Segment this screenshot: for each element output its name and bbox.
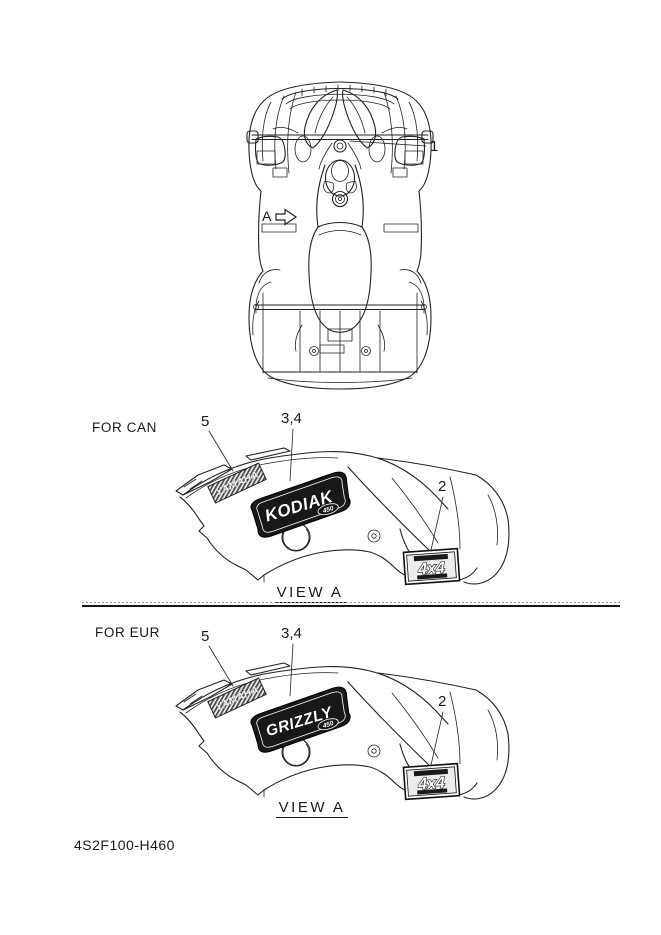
callout-2-can: 2 — [438, 478, 447, 495]
callout-1: 1 — [430, 138, 439, 155]
figure-side-view-can — [80, 405, 520, 612]
parts-diagram-page: YAMAHA 450 4x4 A 1 FOR CAN KODIAK 5 3,4 2 VIEW A FOR EUR GRIZZLY 5 3,4 2 VIEW A 4S2F100-H460 — [0, 0, 661, 935]
figure-side-view-eur — [80, 620, 520, 827]
callout-5-eur: 5 — [201, 628, 210, 645]
model-decal-can: KODIAK — [262, 486, 336, 526]
callout-5-can: 5 — [201, 413, 210, 430]
callout-34-eur: 3,4 — [281, 625, 302, 642]
view-label-eur: VIEW A — [270, 799, 354, 818]
callout-2-eur: 2 — [438, 693, 447, 710]
region-label-eur: FOR EUR — [95, 625, 160, 640]
region-label-can: FOR CAN — [92, 420, 157, 435]
view-direction-arrow-icon — [276, 210, 296, 225]
view-label-can: VIEW A — [268, 584, 352, 603]
view-direction-label: A — [262, 208, 272, 224]
figure-top-view-atv — [235, 75, 460, 390]
document-code: 4S2F100-H460 — [74, 837, 175, 853]
model-decal-eur: GRIZZLY — [263, 703, 335, 741]
callout-34-can: 3,4 — [281, 410, 302, 427]
section-divider — [82, 605, 620, 607]
